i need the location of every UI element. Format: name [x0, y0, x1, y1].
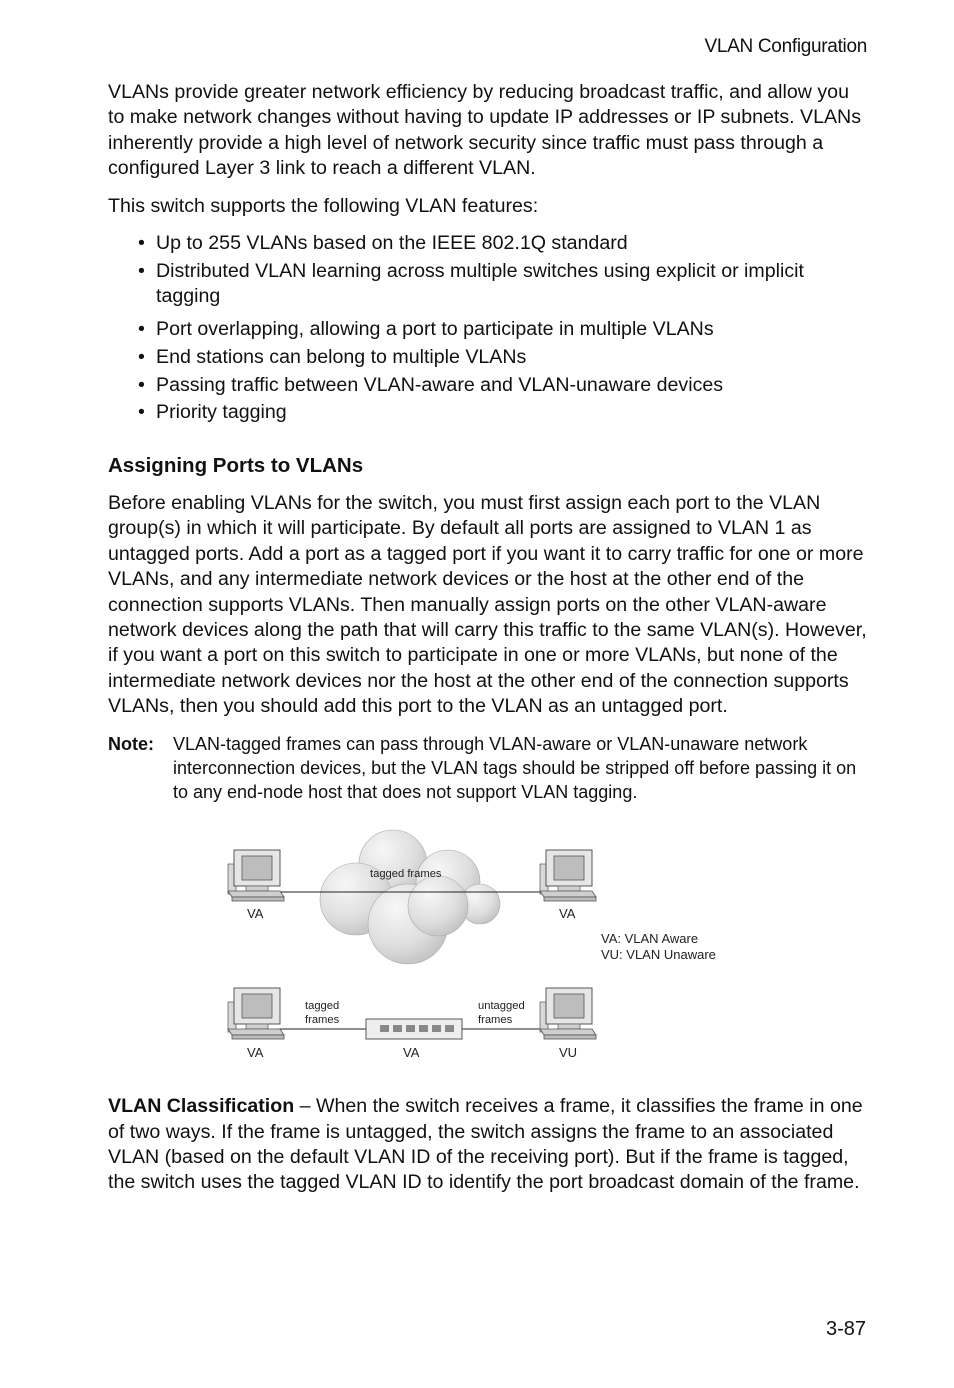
bullet-icon: • [138, 401, 145, 424]
list-item [108, 231, 868, 256]
vlan-diagram-graphic [108, 824, 868, 1078]
list-item-text: Up to 255 VLANs based on the IEEE 802.1Q standard [156, 232, 628, 255]
list-item-text: Distributed VLAN learning across multiple switches using explicit or implicit tagging [156, 259, 804, 308]
list-item-text: End stations can belong to multiple VLANs [156, 345, 527, 368]
running-header: VLAN Configuration [704, 36, 867, 57]
list-item [108, 317, 868, 342]
feature-list [108, 231, 868, 426]
bottom-center-label: VA [403, 1045, 420, 1061]
legend-line-aware: VA: VLAN Aware [601, 931, 699, 947]
note-label: Note: [108, 733, 154, 754]
computer-icon [228, 988, 284, 1039]
features-intro: This switch supports the following VLAN features: [108, 194, 539, 217]
bullet-icon: • [138, 259, 145, 282]
classification-paragraph [108, 1094, 868, 1196]
top-right-label: VA [559, 906, 576, 922]
page-number: 3-87 [825, 1318, 866, 1340]
top-link-label: tagged frames [370, 868, 442, 881]
legend-line-unaware: VU: VLAN Unaware [601, 947, 716, 963]
page-content [108, 80, 868, 1196]
bullet-icon: • [138, 317, 145, 340]
top-left-label: VA [247, 906, 264, 922]
intro-paragraph: VLANs provide greater network efficiency by reducing broadcast traffic, and allow you to make network changes without having to update IP addresses or IP subnets. VLANs inherently provide a high level of network security since traffic must pass through a configured Layer 3 link to reach a different VLAN. [108, 81, 861, 180]
computer-icon [228, 850, 284, 901]
bottom-left-link-label-1: tagged [305, 1000, 340, 1013]
list-item-text: Priority tagging [156, 401, 287, 424]
note-text: VLAN-tagged frames can pass through VLAN-aware or VLAN-unaware network interconnection devices, but the VLAN tags should be stripped off before passing it on to any end-node host that does not support VLAN tagging. [173, 733, 857, 802]
list-item-text: Port overlapping, allowing a port to participate in multiple VLANs [156, 317, 714, 340]
bullet-icon: • [138, 373, 145, 396]
list-item [108, 259, 868, 310]
computer-icon [540, 850, 596, 901]
classification-term: VLAN Classification [108, 1095, 295, 1118]
bullet-icon: • [138, 345, 145, 368]
bottom-right-link-label-2: frames [478, 1014, 513, 1027]
section-heading: Assigning Ports to VLANs [108, 453, 364, 477]
vlan-diagram [108, 824, 868, 1078]
note-block [108, 732, 868, 805]
bottom-right-link-label-1: untagged [478, 1000, 525, 1013]
section-body: Before enabling VLANs for the switch, you must first assign each port to the VLAN group(s) in which it will participate. By default all ports are assigned to VLAN 1 as untagged ports. Add a port as a tagged port if you want it to carry traffic for one or more VLANs, and any intermediate network devices or the host at the other end of the connection supports VLANs. Then manually assign ports on the other VLAN-aware network devices along the path that will carry this traffic to the same VLAN(s). However, if you want a port on this switch to participate in one or more VLANs, but none of the intermediate network devices nor the host at the other end of the connection supports VLANs, then you should add this port to the VLAN as an untagged port. [108, 491, 867, 718]
computer-icon [540, 988, 596, 1039]
bottom-left-label: VA [247, 1045, 264, 1061]
network-cloud [320, 830, 500, 964]
bottom-right-label: VU [559, 1045, 578, 1061]
bullet-icon: • [138, 232, 145, 255]
switch-icon [366, 1019, 462, 1039]
list-item [108, 345, 868, 370]
bottom-left-link-label-2: frames [305, 1014, 340, 1027]
classification-text: – When the switch receives a frame, it classifies the frame in one of two ways. If the frame is untagged, the switch assigns the frame to an associated VLAN (based on the default VLAN ID of the receiving port). But if the frame is tagged, the switch uses the tagged VLAN ID to identify the port broadcast domain of the frame. [108, 1095, 863, 1194]
list-item [108, 373, 868, 398]
list-item [108, 400, 868, 425]
list-item-text: Passing traffic between VLAN-aware and VLAN-unaware devices [156, 373, 724, 396]
